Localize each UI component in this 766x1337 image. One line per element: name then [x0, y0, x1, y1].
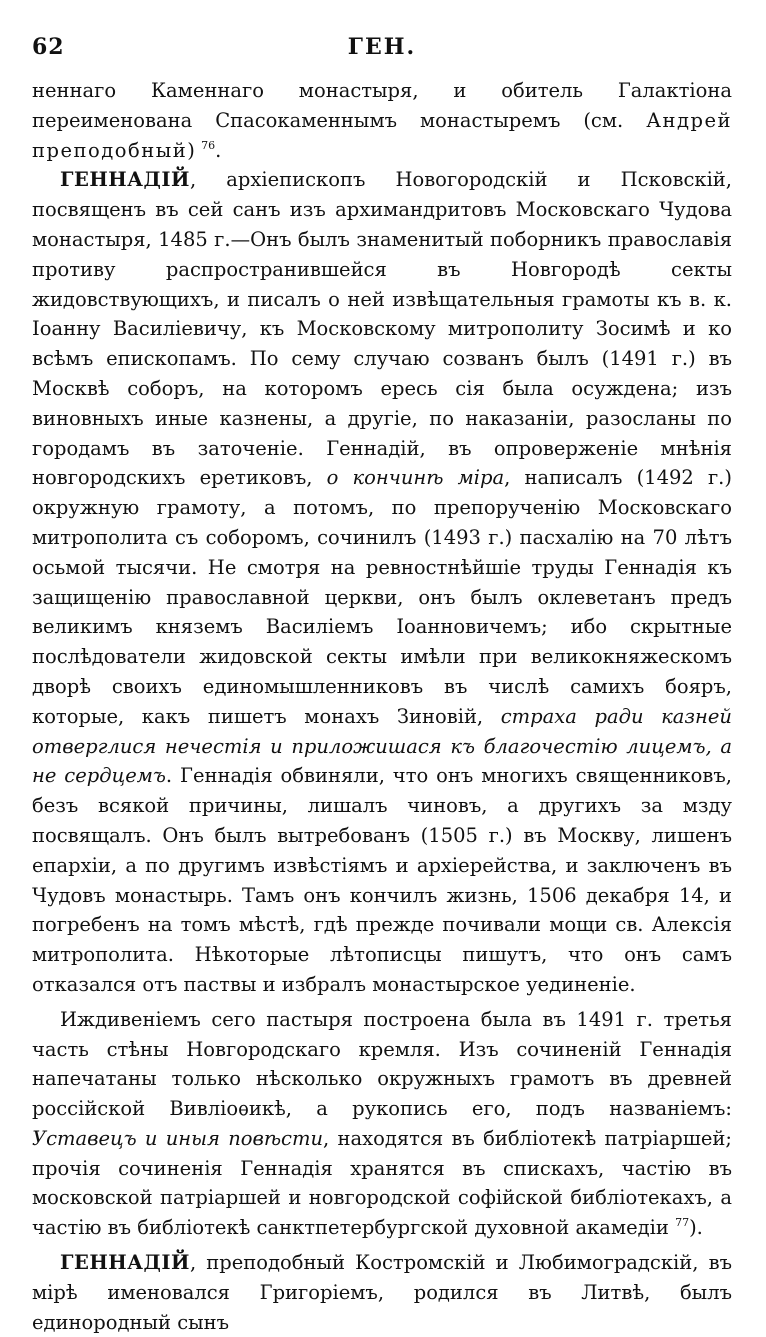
- cross-reference: Андрей преподобный: [32, 108, 732, 162]
- footnote-marker: 77: [675, 1216, 690, 1230]
- paragraph-continuation: неннаго Каменнаго монастыря, и обитель Галактіона переименована Спасокаменнымъ монастыремъ (см. Андрей преподобный) $^{76}$.: [32, 79, 732, 162]
- entry-heading: ГЕННАДІЙ: [60, 1251, 190, 1275]
- italic-quotation: страха ради казней отверглися нечестія и приложишася къ благочестію лицемъ, а не сердцемъ: [32, 704, 732, 788]
- italic-title: о кончинѣ міра: [326, 466, 505, 490]
- paragraph-works: Иждивеніемъ сего пастыря построена была въ 1491 г. третья часть стѣны Новгородскаго кремля. Изъ сочиненій Геннадія напечатаны только нѣсколько окружныхъ грамотъ въ древней россійской Вивліоѳикѣ, а рукопись его, подъ названіемъ: Уставецъ и иныя повѣсти, находятся въ библіотекѣ патріаршей; прочія сочиненія Геннадія хранятся въ спискахъ, частію въ московской патріаршей и новгородской софійской библіотекахъ, а частію въ библіотекѣ санктпетербургской духовной акамедіи $^{77}$).: [32, 1007, 732, 1240]
- entry-gennadiy-venerable: ГЕННАДІЙ, преподобный Костромскій и Любимоградскій, въ мірѣ именовался Григоріемъ, родился въ Литвѣ, былъ единородный сынъ: [32, 1251, 732, 1334]
- page-header: [32, 28, 732, 68]
- italic-title: Уставецъ и иныя повѣсти: [32, 1126, 324, 1150]
- footnote-marker: 76: [201, 138, 216, 152]
- page-number: 62: [32, 34, 65, 60]
- running-head: ГЕН.: [347, 34, 417, 60]
- entry-heading: ГЕННАДІЙ: [60, 168, 190, 192]
- entry-gennadiy-archbishop: ГЕННАДІЙ, архіепископъ Новогородскій и Псковскій, посвященъ въ сей санъ изъ архимандритовъ Московскаго Чудова монастыря, 1485 г.—Онъ былъ знаменитый поборникъ православія противу распространившейся въ Новгородѣ секты жидовствующихъ, и писалъ о ней извѣщательныя грамоты къ в. к. Іоанну Василіевичу, къ Московскому митрополиту Зосимѣ и ко всѣмъ епископамъ. По сему случаю созванъ былъ (1491 г.) въ Москвѣ соборъ, на которомъ ересь сія была осуждена; изъ виновныхъ иные казнены, а другіе, по наказаніи, разосланы по городамъ въ заточеніе. Геннадій, въ опроверженіе мнѣнія новгородскихъ еретиковъ, о кончинѣ міра, написалъ (1492 г.) окружную грамоту, а потомъ, по препорученію Московскаго митрополита съ соборомъ, сочинилъ (1493 г.) пасхалію на 70 лѣтъ осьмой тысячи. Не смотря на ревностнѣйшіе труды Геннадія къ защищенію православной церкви, онъ былъ оклеветанъ предъ великимъ княземъ Василіемъ Іоанновичемъ; ибо скрытные послѣдователи жидовской секты имѣли при великокняжескомъ дворѣ своихъ единомышленниковъ въ числѣ самихъ бояръ, которые, какъ пишетъ монахъ Зиновій, страха ради казней отверглися нечестія и приложишася къ благочестію лицемъ, а не сердцемъ. Геннадія обвиняли, что онъ многихъ священниковъ, безъ всякой причины, лишалъ чиновъ, а другихъ за мзду посвящалъ. Онъ былъ вытребованъ (1505 г.) въ Москву, лишенъ епархіи, а по другимъ извѣстіямъ и архіерейства, и заключенъ въ Чудовъ монастырь. Тамъ онъ кончилъ жизнь, 1506 декабря 14, и погребенъ на томъ мѣстѣ, гдѣ прежде почивали мощи св. Алексія митрополита. Нѣкоторые лѣтописцы пишутъ, что онъ самъ отказался отъ паствы и избралъ монастырское уединеніе.: [32, 168, 732, 996]
- body-text: [32, 76, 732, 1337]
